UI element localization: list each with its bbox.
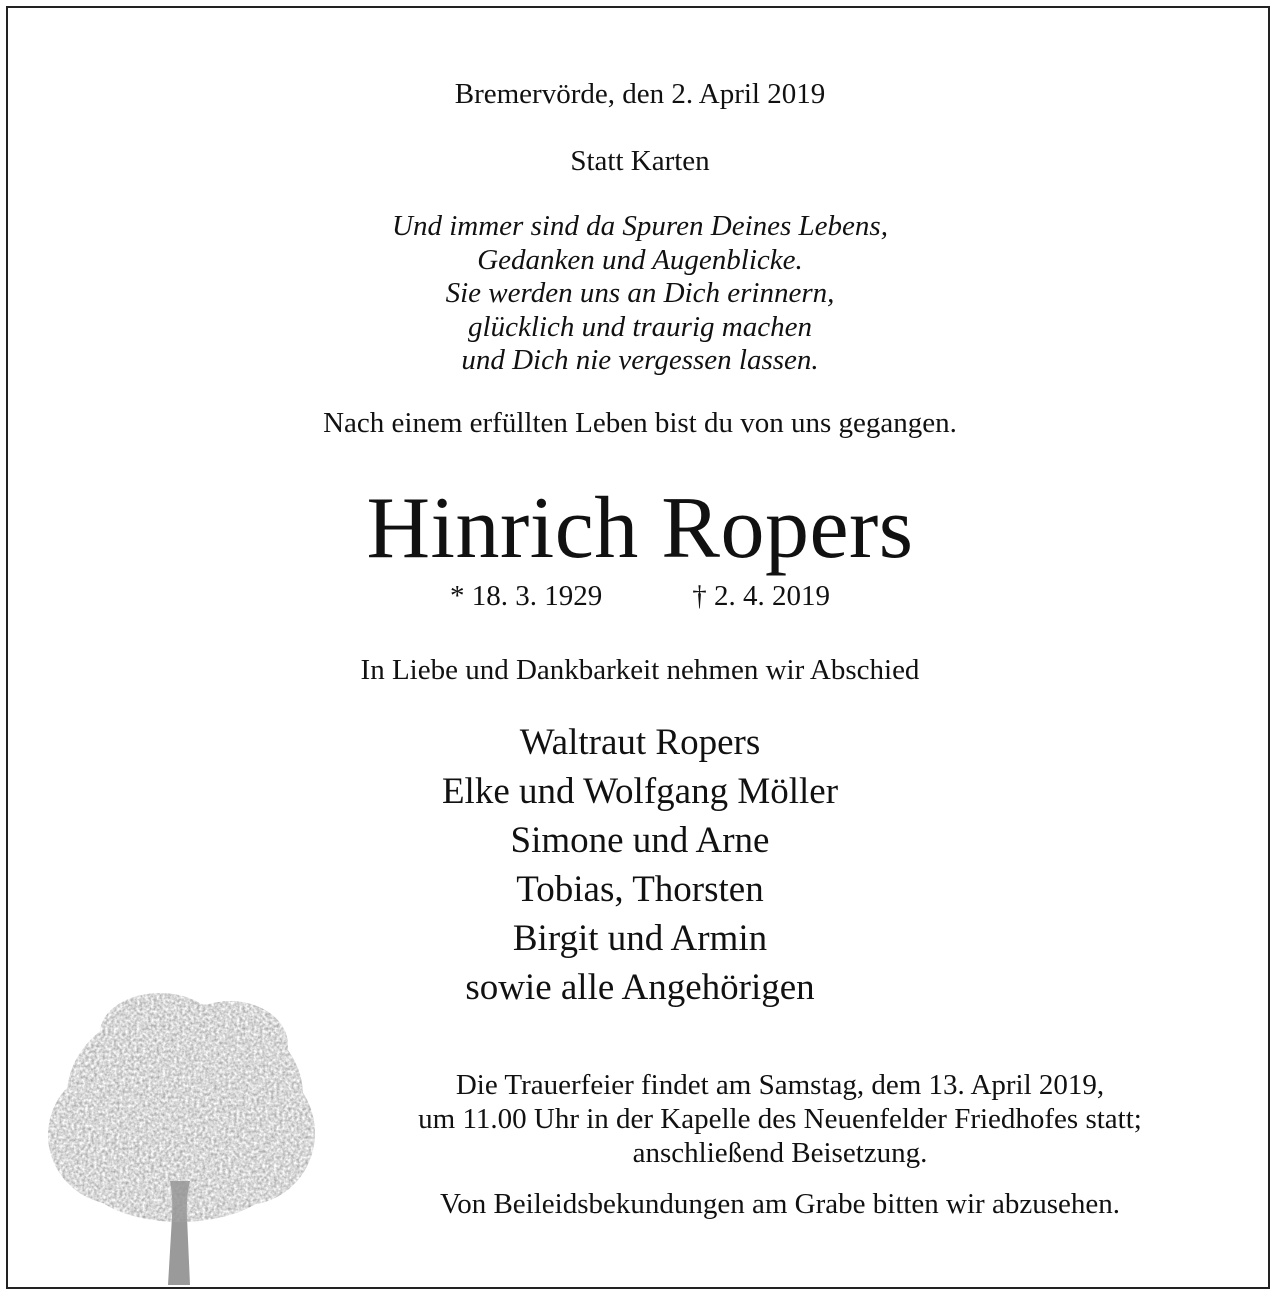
- service-line: anschließend Beisetzung.: [632, 1137, 928, 1169]
- poem-line: und Dich nie vergessen lassen.: [461, 344, 819, 376]
- poem-line: Sie werden uns an Dich erinnern,: [445, 277, 835, 309]
- service-line: um 11.00 Uhr in der Kapelle des Neuenfelder Friedhofes statt;: [418, 1103, 1142, 1135]
- place-date: Bremervörde, den 2. April 2019: [454, 78, 826, 110]
- mourner: Elke und Wolfgang Möller: [441, 771, 839, 812]
- life-dates: [0, 580, 1280, 613]
- service-line: Die Trauerfeier findet am Samstag, dem 13. April 2019,: [455, 1069, 1105, 1101]
- mourner: sowie alle Angehörigen: [465, 967, 815, 1008]
- farewell-text: In Liebe und Dankbarkeit nehmen wir Abschied: [360, 654, 920, 686]
- condolence-note: Von Beileidsbekundungen am Grabe bitten wir abzusehen.: [440, 1188, 1120, 1220]
- poem: [0, 210, 1280, 378]
- poem-line: Gedanken und Augenblicke.: [477, 243, 803, 276]
- tree-icon: [40, 985, 330, 1285]
- statt-karten: Statt Karten: [570, 145, 710, 177]
- poem-line: glücklich und traurig machen: [468, 310, 812, 343]
- poem-line: Und immer sind da Spuren Deines Lebens,: [392, 210, 888, 242]
- intro-text: Nach einem erfüllten Leben bist du von uns gegangen.: [323, 407, 957, 439]
- mourner: Tobias, Thorsten: [516, 869, 764, 910]
- deceased-name: Hinrich Ropers: [366, 480, 914, 577]
- mourner: Waltraut Ropers: [519, 722, 761, 763]
- mourner: Simone und Arne: [510, 820, 770, 861]
- mourners-list: [0, 718, 1280, 1012]
- birth-date: * 18. 3. 1929: [450, 580, 603, 612]
- service-info: [340, 1068, 1220, 1170]
- mourner: Birgit und Armin: [512, 918, 768, 959]
- death-date: † 2. 4. 2019: [692, 580, 830, 612]
